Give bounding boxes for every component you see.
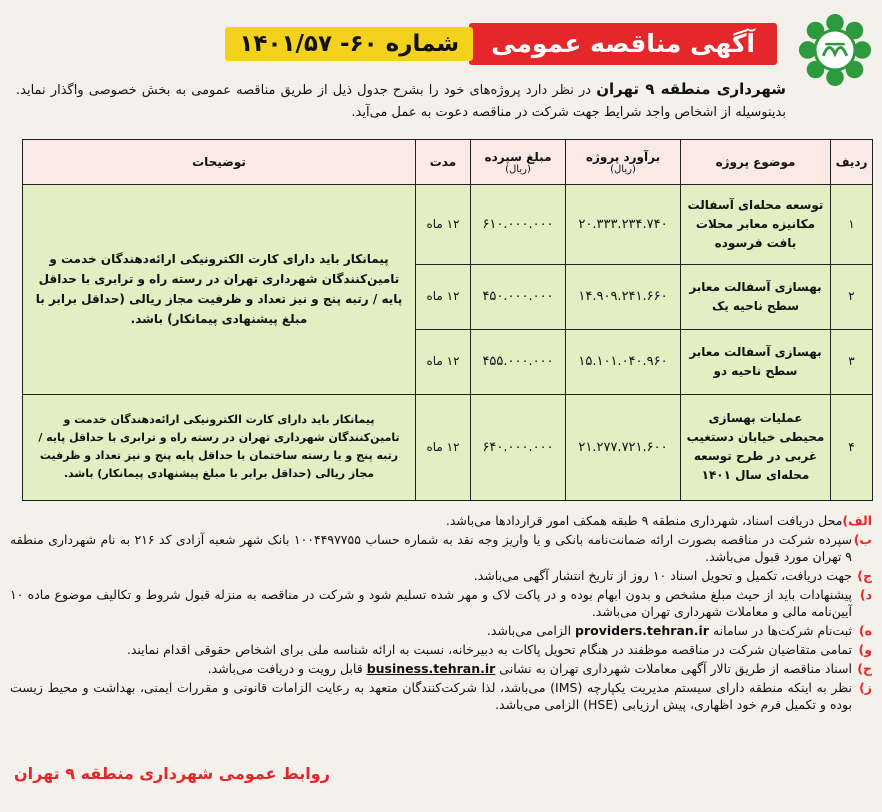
header-duration: مدت <box>416 140 471 185</box>
header-row-number: ردیف <box>831 140 873 185</box>
business-link[interactable]: business.tehran.ir <box>366 661 496 676</box>
project-duration: ۱۲ ماه <box>416 329 471 394</box>
project-estimate: ۱۴.۹۰۹.۲۴۱.۶۶۰ <box>566 264 681 329</box>
project-estimate: ۲۱.۲۷۷.۷۲۱.۶۰۰ <box>566 394 681 500</box>
condition-item: ح) اسناد مناقصه از طریق تالار آگهی معاملات شهرداری تهران به نشانی business.tehran.ir قابل رویت و دریافت می‌باشد. <box>207 661 872 676</box>
project-subject: بهسازی آسفالت معابر سطح ناحیه یک <box>681 264 831 329</box>
condition-item: ز) نظر به اینکه منطقه دارای سیستم مدیریت یکپارچه (IMS) می‌باشد، لذا شرکت‌کنندگان متعهد به رعایت الزامات قانونی و مقررات ایمنی، بهداشت و محیط زیست بوده و تکمیل فرم خود اظهاری، پیش ارزیابی (HSE) الزامی می‌باشد. <box>10 680 872 712</box>
table-row <box>23 394 873 500</box>
header-notes: توضیحات <box>23 140 416 185</box>
project-estimate: ۲۰.۳۳۳.۲۳۴.۷۴۰ <box>566 185 681 265</box>
project-notes: پیمانکار باید دارای کارت الکترونیکی ارائه‌دهندگان خدمت و تامین‌کنندگان شهرداری تهران در رسته راه و ترابری با حداقل پایه / رتبه پنج و نیز تعداد و ظرفیت مجاز ریالی (حداقل برابر با مبلغ پیشنهادی پیمانکار) باشد. <box>23 185 416 395</box>
condition-item: د) پیشنهادات باید از حیث مبلغ مشخص و بدون ابهام بوده و در پاکت لاک و مهر شده تسلیم شود و شرکت در مناقصه به منزله قبول شروط و تکالیف موضوع ماده ۱۰ آیین‌نامه مالی و معاملات شهرداری تهران می‌باشد. <box>10 587 872 619</box>
project-duration: ۱۲ ماه <box>416 185 471 265</box>
banner <box>112 22 777 66</box>
header-deposit: مبلغ سپرده (ریال) <box>471 140 566 185</box>
header-subject: موضوع پروژه <box>681 140 831 185</box>
project-subject: توسعه محله‌ای آسفالت مکانیزه معابر محلات بافت فرسوده <box>681 185 831 265</box>
header-estimate: برآورد پروژه (ریال) <box>566 140 681 185</box>
project-subject: بهسازی آسفالت معابر سطح ناحیه دو <box>681 329 831 394</box>
organization-name: شهرداری منطقه ۹ تهران <box>596 80 786 98</box>
row-number: ۱ <box>831 185 873 265</box>
table-header-row <box>23 140 873 185</box>
project-notes: پیمانکار باید دارای کارت الکترونیکی ارائه‌دهندگان خدمت و تامین‌کنندگان شهرداری تهران در رسته راه و ترابری با حداقل پایه / رتبه پنج و یا رسته ساختمان با حداقل پایه پنج و نیز تعداد و ظرفیت مجاز ریالی (حداقل برابر با مبلغ پیشنهادی پیمانکار) باشد. <box>23 394 416 500</box>
project-subject: عملیات بهسازی محیطی خیابان دستغیب غربی در طرح توسعه محله‌ای سال ۱۴۰۱ <box>681 394 831 500</box>
project-deposit: ۴۵۵.۰۰۰.۰۰۰ <box>471 329 566 394</box>
intro-paragraph <box>16 78 786 124</box>
row-number: ۲ <box>831 264 873 329</box>
condition-item: و) تمامی متقاضیان شرکت در مناقصه موظفند در هنگام تحویل پاکات به دبیرخانه، نسبت به ارائه شناسه ملی برای اشخاص حقوقی اقدام نمایند. <box>126 642 872 657</box>
row-number: ۳ <box>831 329 873 394</box>
notice-number: شماره ۶۰- ۱۴۰۱/۵۷ <box>225 27 473 61</box>
project-duration: ۱۲ ماه <box>416 264 471 329</box>
project-estimate: ۱۵.۱۰۱.۰۴۰.۹۶۰ <box>566 329 681 394</box>
condition-item: الف) محل دریافت اسناد، شهرداری منطقه ۹ طبقه همکف امور قراردادها می‌باشد. <box>445 513 872 528</box>
tehran-municipality-logo-icon <box>796 10 874 90</box>
providers-link[interactable]: providers.tehran.ir <box>575 623 709 638</box>
condition-item: ه) ثبت‌نام شرکت‌ها در سامانه providers.tehran.ir الزامی می‌باشد. <box>486 623 872 638</box>
projects-table <box>22 139 873 501</box>
project-deposit: ۴۵۰.۰۰۰.۰۰۰ <box>471 264 566 329</box>
condition-item: ب) سپرده شرکت در مناقصه بصورت ارائه ضمانت‌نامه بانکی و یا واریز وجه نقد به شماره حساب ۱۰۰۴۴۹۷۷۵۵ بانک شهر شعبه آزادی کد ۲۱۶ به نام شهرداری منطقه ۹ تهران مورد قبول می‌باشد. <box>10 532 872 564</box>
public-relations-signature: روابط عمومی شهرداری منطقه ۹ تهران <box>14 764 330 783</box>
project-deposit: ۶۱۰.۰۰۰.۰۰۰ <box>471 185 566 265</box>
row-number: ۴ <box>831 394 873 500</box>
notice-title: آگهی مناقصه عمومی <box>469 23 777 65</box>
table-row <box>23 185 873 265</box>
project-duration: ۱۲ ماه <box>416 394 471 500</box>
conditions-list <box>10 512 872 715</box>
condition-item: ج) جهت دریافت، تکمیل و تحویل اسناد ۱۰ روز از تاریخ انتشار آگهی می‌باشد. <box>473 568 872 583</box>
intro-text: در نظر دارد پروژه‌های خود را بشرح جدول ذیل از طریق مناقصه عمومی به بخش خصوصی واگذار نماید. بدینوسیله از اشخاص واجد شرایط جهت شرکت در مناقصه دعوت به عمل می‌آید. <box>16 83 786 120</box>
project-deposit: ۶۴۰.۰۰۰.۰۰۰ <box>471 394 566 500</box>
